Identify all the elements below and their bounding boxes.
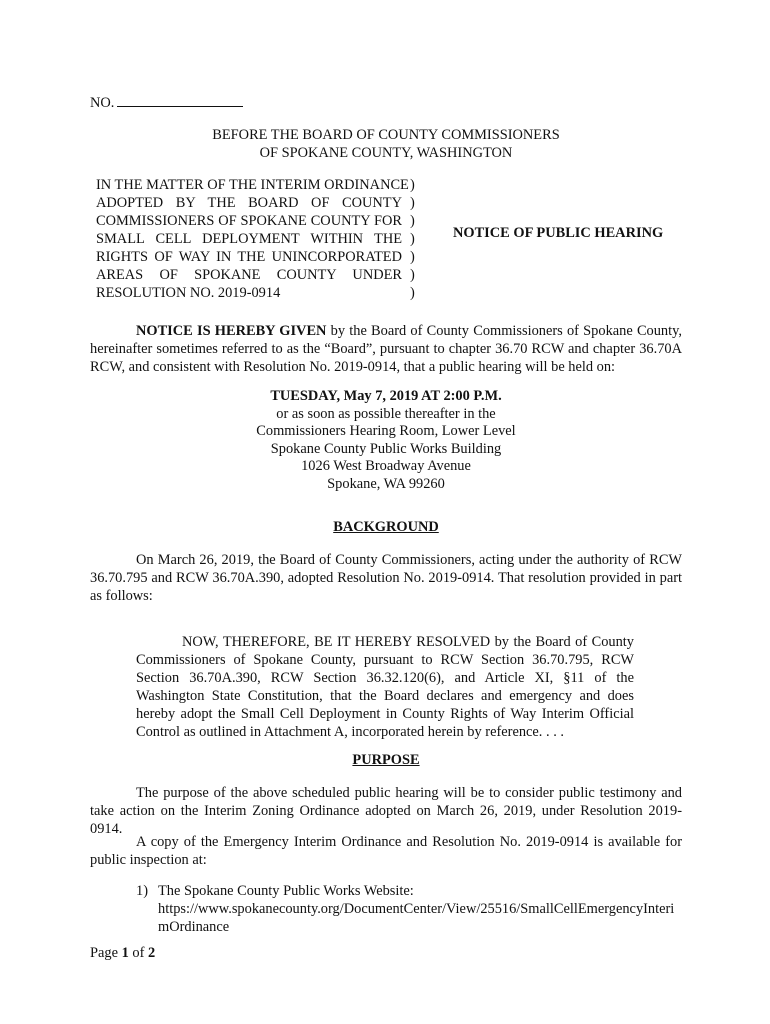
page-total: 2 bbox=[148, 945, 156, 961]
document-number-blank[interactable] bbox=[117, 92, 243, 107]
hearing-address: 1026 West Broadway Avenue bbox=[301, 458, 471, 475]
website-link[interactable]: https://www.spokanecounty.org/DocumentCenter/View/25516/SmallCellEmergencyInterimOrdinance bbox=[158, 901, 675, 935]
hearing-line: or as soon as possible thereafter in the bbox=[276, 405, 496, 422]
background-heading: BACKGROUND bbox=[333, 519, 439, 535]
caption-paren: ) bbox=[410, 195, 415, 211]
caption-paren: ) bbox=[410, 249, 415, 265]
caption-paren: ) bbox=[410, 177, 415, 193]
case-caption bbox=[96, 176, 409, 302]
caption-line: AREAS OF SPOKANE COUNTY UNDER bbox=[96, 267, 402, 283]
caption-line: SMALL CELL DEPLOYMENT WITHIN THE bbox=[96, 231, 402, 247]
hearing-location: Commissioners Hearing Room, Lower Level bbox=[256, 423, 516, 440]
caption-line: IN THE MATTER OF THE INTERIM ORDINANCE bbox=[96, 177, 409, 193]
hearing-building: Spokane County Public Works Building bbox=[270, 440, 502, 457]
resolution-quote: NOW, THEREFORE, BE IT HEREBY RESOLVED by the Board of County Commissioners of Spokane County, pursuant to RCW Section 36.70.795, RCW Section 36.70A.390, RCW Section 36.32.120(6), and Article XI, §11 of the Washington State Constitution, that the Board declares and emergency and does hereby adopt the Small Cell Deployment in County Rights of Way Interim Official Control as outlined in Attachment A, incorporated herein by reference. . . . bbox=[136, 634, 634, 740]
court-heading-line1: BEFORE THE BOARD OF COUNTY COMMISSIONERS bbox=[212, 127, 560, 143]
list-item-number: 1) bbox=[136, 883, 148, 899]
hearing-details bbox=[90, 388, 682, 494]
purpose-paragraph: The purpose of the above scheduled public hearing will be to consider public testimony and take action on the Interim Zoning Ordinance adopted on March 26, 2019, under Resolution 2019-0914. bbox=[90, 785, 682, 837]
court-heading-line2: OF SPOKANE COUNTY, WASHINGTON bbox=[259, 145, 513, 161]
document-number bbox=[90, 92, 243, 112]
caption-paren: ) bbox=[410, 213, 415, 229]
caption-paren: ) bbox=[410, 231, 415, 247]
caption-paren: ) bbox=[410, 285, 415, 301]
purpose-heading: PURPOSE bbox=[352, 752, 420, 768]
intro-lead: NOTICE IS HEREBY GIVEN bbox=[136, 323, 327, 339]
caption-line: COMMISSIONERS OF SPOKANE COUNTY FOR bbox=[96, 213, 402, 229]
list-item bbox=[136, 882, 682, 935]
background-paragraph: On March 26, 2019, the Board of County Commissioners, acting under the authority of RCW 36.70.795 and RCW 36.70A.390, adopted Resolution No. 2019-0914. That resolution provided in part as follows: bbox=[90, 552, 682, 604]
page-of-word: of bbox=[132, 945, 145, 961]
caption-line: RIGHTS OF WAY IN THE UNINCORPORATED bbox=[96, 249, 402, 265]
notice-title: NOTICE OF PUBLIC HEARING bbox=[453, 225, 664, 241]
page-word: Page bbox=[90, 945, 118, 961]
list-item-label: The Spokane County Public Works Website: bbox=[158, 883, 414, 899]
page-footer bbox=[90, 944, 155, 962]
caption-line: RESOLUTION NO. 2019-0914 bbox=[96, 285, 281, 301]
caption-line: ADOPTED BY THE BOARD OF COUNTY bbox=[96, 195, 402, 211]
page-number: 1 bbox=[121, 945, 129, 961]
intro-paragraph bbox=[90, 322, 682, 376]
hearing-datetime: TUESDAY, May 7, 2019 AT 2:00 P.M. bbox=[270, 388, 502, 404]
list-item-text bbox=[158, 882, 682, 936]
court-heading bbox=[90, 126, 682, 162]
document-number-label: NO. bbox=[90, 95, 115, 111]
caption-parentheses bbox=[410, 176, 420, 302]
caption-paren: ) bbox=[410, 267, 415, 283]
intro-text: by the Board of County Commissioners of Spokane County, hereinafter sometimes referred to as the “Board”, pursuant to chapter 36.70 RCW and chapter 36.70A RCW, and consistent with Resolution No. 2019-0914, that a public hearing will be held on: bbox=[90, 323, 682, 375]
inspection-paragraph: A copy of the Emergency Interim Ordinance and Resolution No. 2019-0914 is available for public inspection at: bbox=[90, 834, 682, 868]
hearing-city: Spokane, WA 99260 bbox=[327, 475, 445, 492]
